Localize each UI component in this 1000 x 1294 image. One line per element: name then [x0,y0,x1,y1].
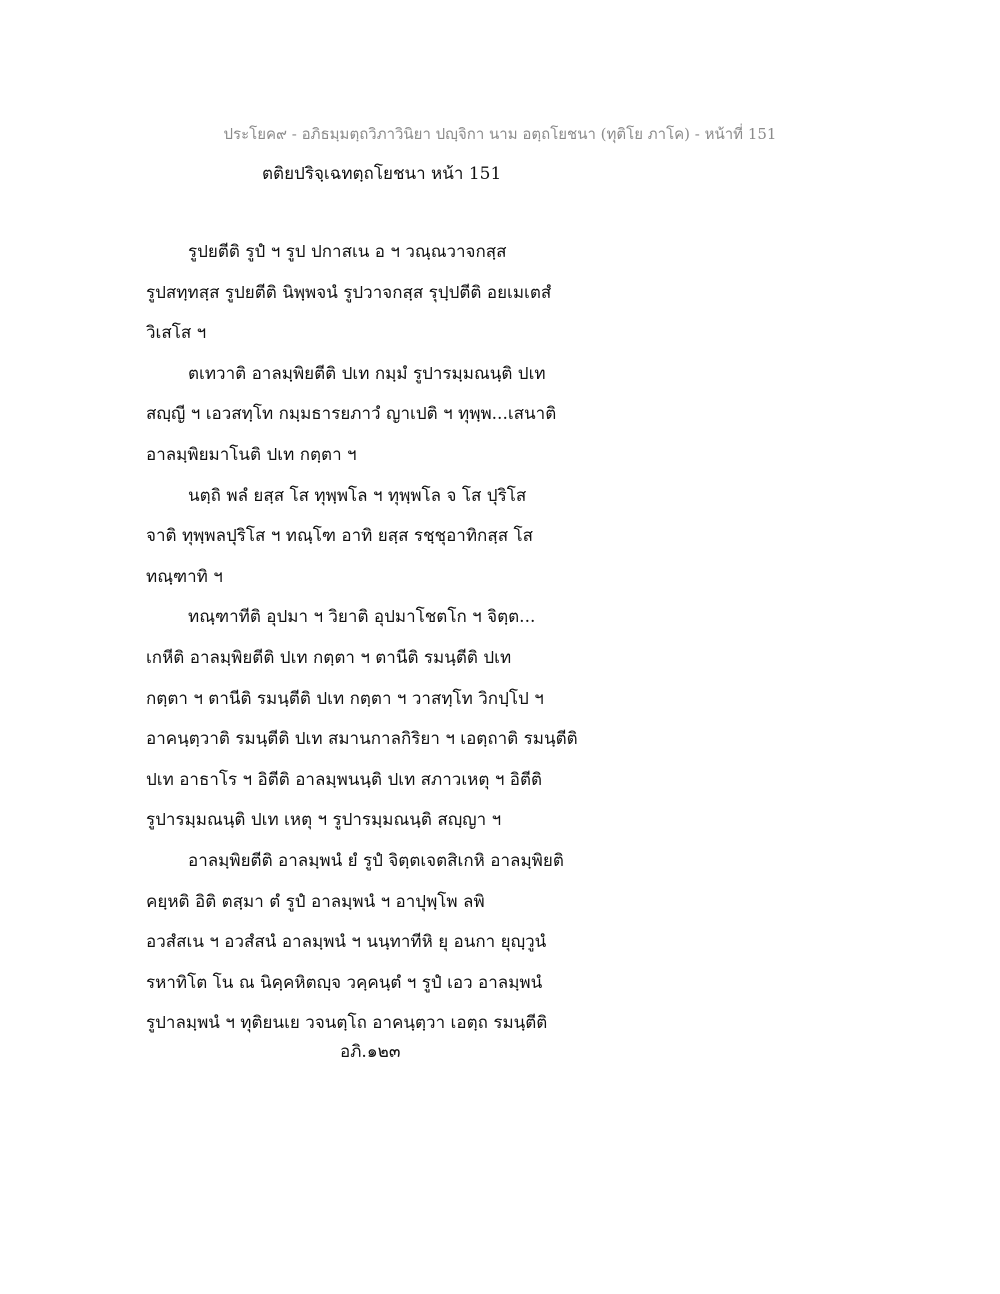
text-line: เกหีติ อาลมฺพิยตีติ ปเท กตฺตา ฯ ตานีติ รมนฺตีติ ปเท [146,647,512,668]
section-title: ตติยปริจฺเฉทตฺถโยชนา หน้า 151 [262,164,502,184]
text-line: จาติ ทุพฺพลปุริโส ฯ ทณฺโฑ อาทิ ยสฺส รชฺชุอาทิกสฺส โส [146,526,533,547]
text-line: รหาทิโต โน ณ นิคฺคหิตญฺจ วคฺคนฺตํ ฯ รูปํ เอว อาลมฺพนํ [146,972,543,993]
text-line: อาคนฺตฺวาติ รมนฺตีติ ปเท สมานกาลกิริยา ฯ เอตฺถาติ รมนฺตีติ [146,729,578,750]
text-line: นตฺถิ พลํ ยสฺส โส ทุพฺพโล ฯ ทุพฺพโล จ โส ปุริโส [188,485,527,506]
running-header [0,122,1000,146]
text-line: รูปสทฺทสฺส รูปยตีติ นิพฺพจนํ รูปวาจกสฺส รุปฺปตีติ อยเมเตสํ [146,282,552,303]
running-header-text: ประโยค๙ - อภิธมฺมตฺถวิภาวินิยา ปญฺจิกา นาม อตฺถโยชนา (ทุติโย ภาโค) - หน้าที่ 151 [223,125,777,143]
text-line: คยฺหติ อิติ ตสฺมา ตํ รูปํ อาลมฺพนํ ฯ อาปุพฺโพ ลพิ [146,891,485,912]
text-line: รูปาลมฺพนํ ฯ ทุติยนเย วจนตฺโถ อาคนฺตฺวา เอตฺถ รมนฺตีติ [146,1013,548,1034]
text-line: ทณฺฑาทีติ อุปมา ฯ วิยาติ อุปมาโชตโก ฯ จิตฺต... [188,607,536,628]
text-line: รูปารมฺมณนฺติ ปเท เหตุ ฯ รูปารมฺมณนฺติ สญฺญา ฯ [146,810,502,831]
text-line: รูปยตีติ รูปํ ฯ รูป ปกาสเน อ ฯ วณฺณวาจกสฺส [188,242,507,262]
text-line: ตเทวาติ อาลมฺพิยตีติ ปเท กมฺมํ รูปารมฺมณนฺติ ปเท [188,363,546,384]
text-line: สญฺญี ฯ เอวสทฺโท กมฺมธารยภาวํ ญาเปติ ฯ ทุพฺพ...เสนาติ [146,404,557,425]
text-line: ปเท อาธาโร ฯ อิตีติ อาลมฺพนนฺติ ปเท สภาวเหตุ ฯ อิตีติ [146,769,543,790]
text-line: วิเสโส ฯ [146,323,207,344]
text-line: อาลมฺพิยมาโนติ ปเท กตฺตา ฯ [146,444,357,465]
text-line: กตฺตา ฯ ตานีติ รมนฺตีติ ปเท กตฺตา ฯ วาสทฺโท วิกปฺโป ฯ [146,688,544,709]
body-text [146,232,646,1044]
text-line: อวสํสเน ฯ อวสํสนํ อาลมฺพนํ ฯ นนฺทาทีหิ ยุ อนกา ยุญฺวูนํ [146,932,547,953]
page-mark: อภิ.๑๒๓ [340,1042,401,1062]
text-line: อาลมฺพิยตีติ อาลมฺพนํ ยํ รูปํ จิตฺตเจตสิเกหิ อาลมฺพิยติ [188,850,564,871]
text-line: ทณฺฑาทิ ฯ [146,566,223,587]
